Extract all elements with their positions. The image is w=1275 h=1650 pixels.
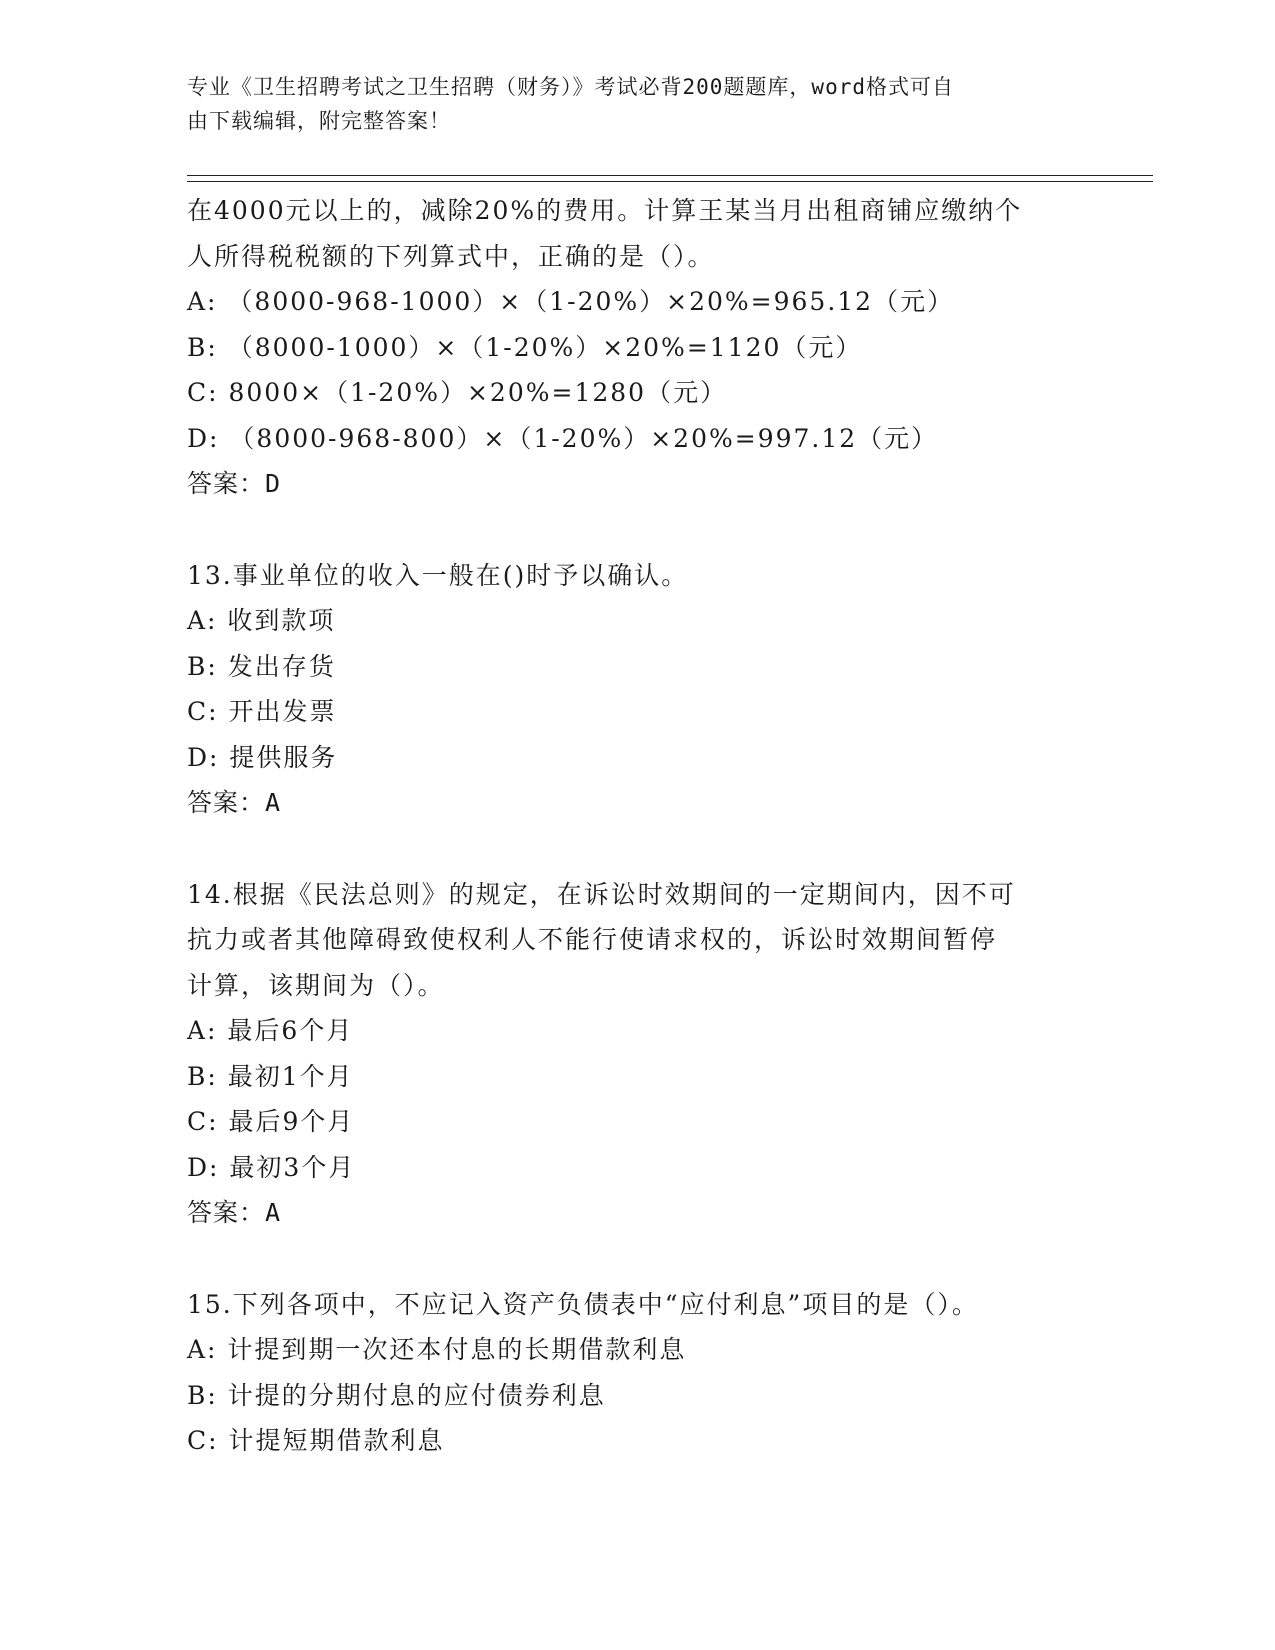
header-divider-top <box>187 175 1153 176</box>
option-a: A: 收到款项 <box>187 606 336 635</box>
question-stem-line: 人所得税税额的下列算式中，正确的是（）。 <box>187 241 715 271</box>
answer-line: 答案：A <box>187 1198 282 1227</box>
option-d: D: 最初3个月 <box>187 1152 356 1182</box>
question-stem: 15.下列各项中，不应记入资产负债表中“应付利息”项目的是（）。 <box>187 1289 979 1319</box>
option-a: A: 最后6个月 <box>187 1016 354 1045</box>
question-stem: 13.事业单位的收入一般在()时予以确认。 <box>187 560 689 590</box>
document-header <box>187 70 1067 138</box>
question-12-continued <box>187 188 1087 507</box>
header-line-2: 由下载编辑，附完整答案！ <box>187 109 451 133</box>
option-c: C: 8000×（1-20%）×20%=1280（元） <box>187 378 728 407</box>
header-line-1: 专业《卫生招聘考试之卫生招聘（财务）》考试必背200题题库，word格式可自 <box>187 75 954 99</box>
answer-line: 答案：A <box>187 788 282 817</box>
question-13 <box>187 553 1087 826</box>
question-stem-line: 在4000元以上的，减除20%的费用。计算王某当月出租商铺应缴纳个 <box>187 196 1023 225</box>
spacer <box>187 1236 1087 1282</box>
option-c: C: 开出发票 <box>187 697 337 726</box>
option-a: A: 计提到期一次还本付息的长期借款利息 <box>187 1335 687 1364</box>
option-c: C: 计提短期借款利息 <box>187 1426 445 1455</box>
option-a: A: （8000-968-1000）×（1-20%）×20%=965.12（元） <box>187 287 955 316</box>
question-stem-line: 抗力或者其他障碍致使权利人不能行使请求权的，诉讼时效期间暂停 <box>187 925 998 954</box>
spacer <box>187 826 1087 872</box>
question-stem-line: 14.根据《民法总则》的规定，在诉讼时效期间的一定期间内，因不可 <box>187 879 1016 909</box>
question-15 <box>187 1282 1087 1464</box>
option-b: B: 计提的分期付息的应付债券利息 <box>187 1380 606 1410</box>
option-d: D: （8000-968-800）×（1-20%）×20%=997.12（元） <box>187 423 939 453</box>
spacer <box>187 507 1087 553</box>
answer-line: 答案：D <box>187 469 282 498</box>
option-c: C: 最后9个月 <box>187 1107 355 1136</box>
option-b: B: 发出存货 <box>187 651 336 681</box>
header-divider-bottom <box>187 181 1153 182</box>
option-d: D: 提供服务 <box>187 742 338 772</box>
option-b: B: （8000-1000）×（1-20%）×20%=1120（元） <box>187 332 863 362</box>
question-stem-line: 计算，该期间为（）。 <box>187 970 445 1000</box>
question-14 <box>187 872 1087 1236</box>
document-body <box>187 188 1087 1464</box>
option-b: B: 最初1个月 <box>187 1061 354 1091</box>
